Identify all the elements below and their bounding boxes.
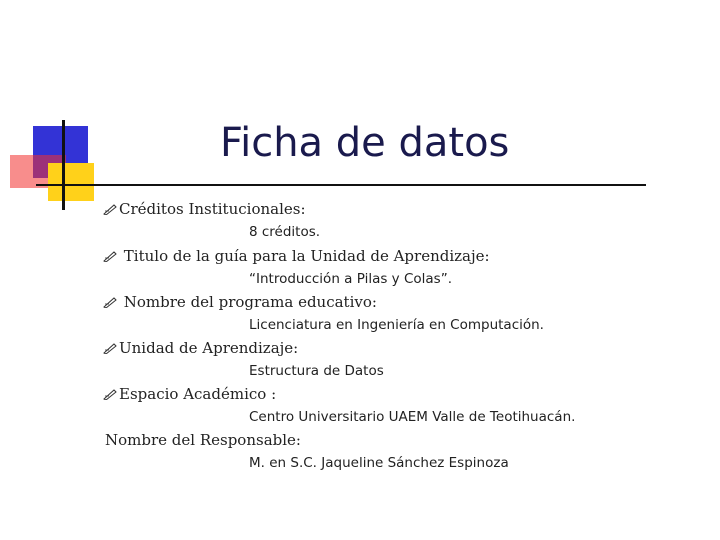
item-label-espacio: Espacio Académico : <box>103 385 276 403</box>
pen-bullet-icon <box>103 203 117 215</box>
item-value-espacio: Centro Universitario UAEM Valle de Teotihuacán. <box>249 409 576 425</box>
pen-bullet-icon <box>103 388 117 400</box>
item-value-programa: Licenciatura en Ingeniería en Computación. <box>249 317 544 333</box>
item-value-responsable: M. en S.C. Jaqueline Sánchez Espinoza <box>249 455 509 471</box>
item-label-unidad: Unidad de Aprendizaje: <box>103 339 298 357</box>
item-value-unidad: Estructura de Datos <box>249 363 384 379</box>
decor-horizontal-line <box>36 184 646 186</box>
item-label-programa: Nombre del programa educativo: <box>103 293 377 311</box>
item-value-titulo: “Introducción a Pilas y Colas”. <box>249 271 452 287</box>
decor-vertical-line <box>62 120 65 210</box>
item-label-responsable: Nombre del Responsable: <box>105 431 301 449</box>
item-value-creditos: 8 créditos. <box>249 224 321 240</box>
item-label-creditos: Créditos Institucionales: <box>103 200 306 218</box>
pen-bullet-icon <box>103 296 117 308</box>
pen-bullet-icon <box>103 250 117 262</box>
pen-bullet-icon <box>103 342 117 354</box>
decor-yellow-square <box>48 163 94 201</box>
slide-title: Ficha de datos <box>220 120 510 166</box>
item-label-titulo: Titulo de la guía para la Unidad de Aprendizaje: <box>103 247 490 265</box>
